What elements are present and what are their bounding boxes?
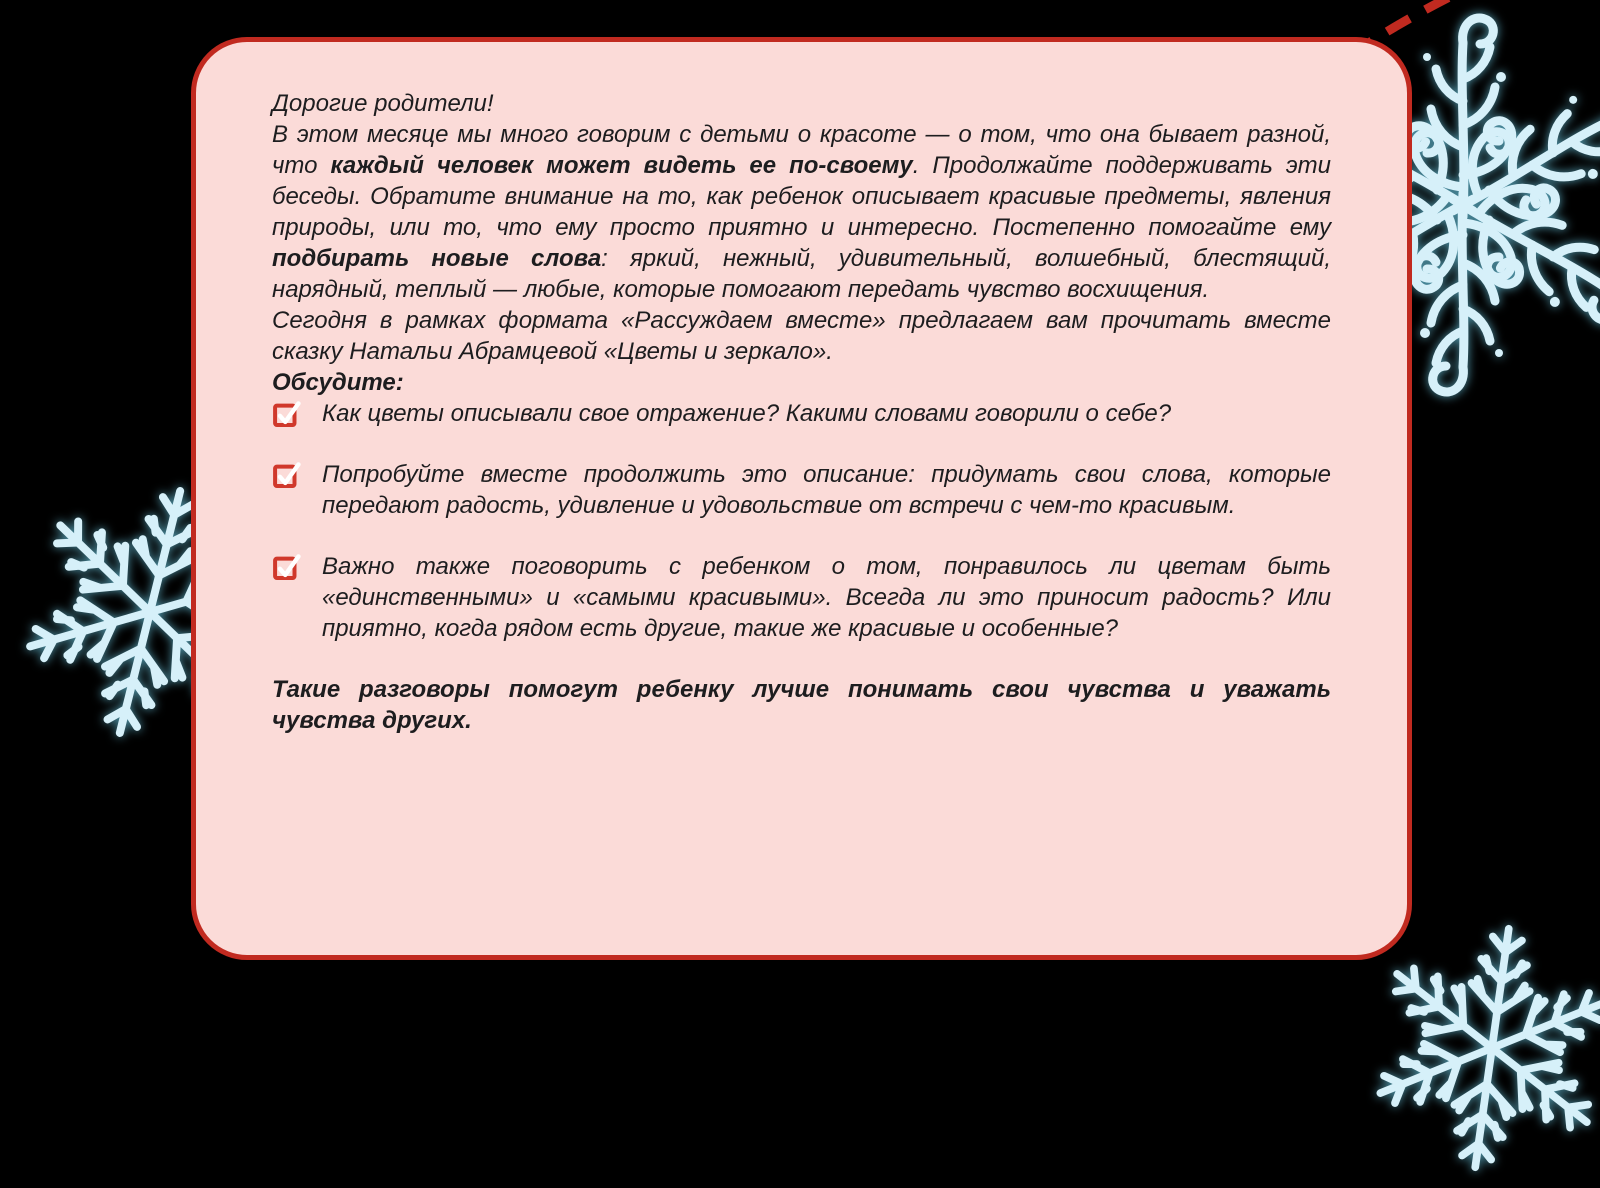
list-item-text: Попробуйте вместе продолжить это описание: придумать свои слова, которые передают радость, удивление и удовольствие от встречи с чем-то красивым. xyxy=(322,461,1331,519)
checkbox-icon xyxy=(272,552,302,582)
list-item xyxy=(272,459,1331,521)
discuss-heading: Обсудите: xyxy=(272,369,404,396)
closing-paragraph: Такие разговоры помогут ребенку лучше понимать свои чувства и уважать чувства других. xyxy=(272,676,1331,734)
greeting: Дорогие родители! xyxy=(272,90,494,117)
checkbox-icon xyxy=(272,399,302,429)
checkbox-icon xyxy=(272,460,302,490)
story-paragraph: Сегодня в рамках формата «Рассуждаем вместе» предлагаем вам прочитать вместе сказку Натальи Абрамцевой «Цветы и зеркало». xyxy=(272,307,1331,365)
list-item-text: Как цветы описывали свое отражение? Какими словами говорили о себе? xyxy=(322,400,1172,427)
list-item xyxy=(272,551,1331,644)
intro-paragraph: В этом месяце мы много говорим с детьми о красоте — о том, что она бывает разной, что каждый человек может видеть ее по-своему. Продолжайте поддерживать эти беседы. Обратите внимание на то, как ребенок описывает красивые предметы, явления природы, или то, что ему просто приятно и интересно. Постепенно помогайте ему подбирать новые слова: яркий, нежный, удивительный, волшебный, блестящий, нарядный, теплый — любые, которые помогают передать чувство восхищения. xyxy=(272,121,1331,303)
list-item xyxy=(272,398,1331,429)
list-item-text: Важно также поговорить с ребенком о том, понравилось ли цветам быть «единственными» и «самыми красивыми». Всегда ли это приносит радость? Или приятно, когда рядом есть другие, такие же красивые и особенные? xyxy=(322,553,1331,642)
discussion-list xyxy=(272,398,1331,644)
parent-note-card xyxy=(191,37,1412,960)
snowflake-bottom-icon xyxy=(1352,908,1600,1188)
